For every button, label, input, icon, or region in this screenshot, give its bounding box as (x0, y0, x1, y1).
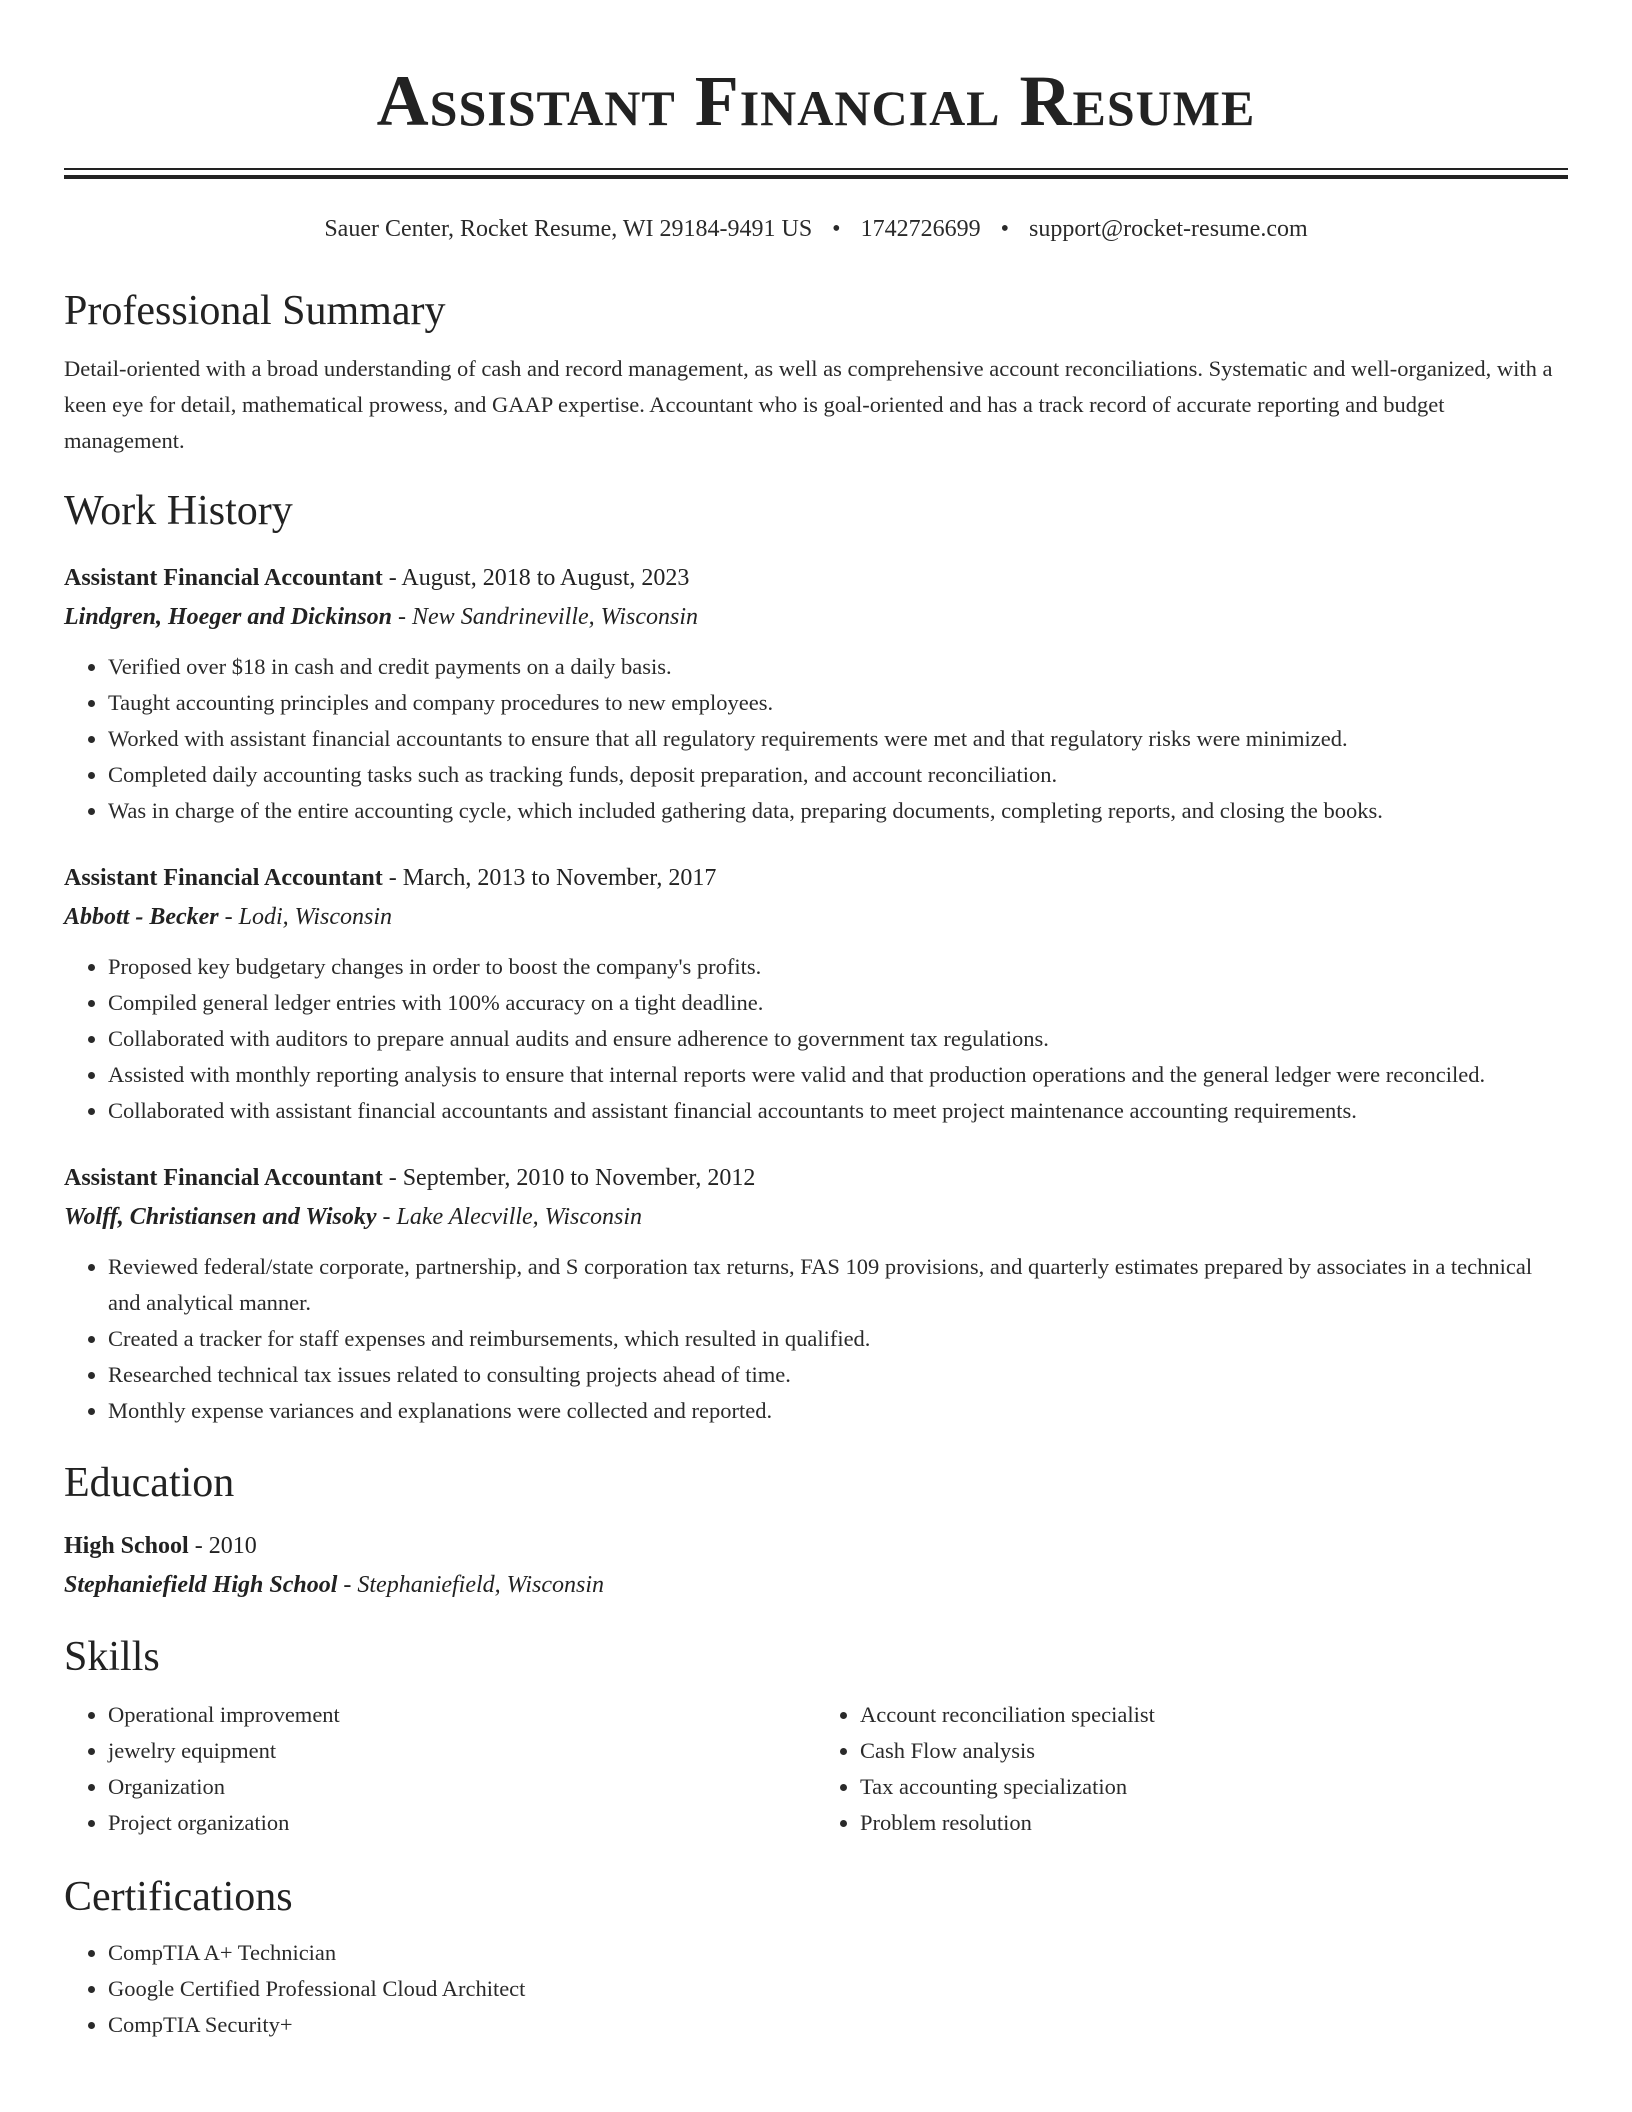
skill-item: • Organization (108, 1769, 816, 1805)
resume-title: Assistant Financial Resume (376, 61, 1256, 141)
job-company: Lindgren, Hoeger and Dickinson (64, 604, 393, 630)
job-bullets (64, 1249, 1568, 1429)
contact-address: Sauer Center, Rocket Resume, WI 29184-9491 US (324, 216, 813, 242)
job-location: - Lodi, Wisconsin (218, 904, 392, 930)
job-bullet: • Assisted with monthly reporting analysis to ensure that internal reports were valid and that production operations and the general ledger were reconciled. (108, 1057, 1568, 1093)
job-bullet: • Collaborated with auditors to prepare annual audits and ensure adherence to government tax regulations. (108, 1021, 1568, 1057)
job-role: Assistant Financial Accountant (64, 565, 383, 591)
job-bullet: • Compiled general ledger entries with 100% accuracy on a tight deadline. (108, 985, 1568, 1021)
job-title-line (64, 1159, 1568, 1197)
job-entry (64, 1159, 1568, 1429)
education-degree-line (64, 1527, 1568, 1565)
education-degree: High School (64, 1533, 189, 1559)
contact-separator: • (1000, 216, 1009, 242)
contact-line (64, 213, 1568, 245)
summary-heading: Professional Summary (64, 288, 446, 334)
certification-item: • CompTIA Security+ (108, 2007, 1568, 2043)
job-bullet: • Completed daily accounting tasks such as tracking funds, deposit preparation, and account reconciliation. (108, 757, 1568, 793)
skill-item: • Problem resolution (860, 1805, 1568, 1841)
job-bullets (64, 949, 1568, 1129)
job-company-line (64, 1197, 1568, 1237)
skills-grid (64, 1697, 1568, 1841)
job-company: Abbott - Becker (64, 904, 219, 930)
job-company-line (64, 897, 1568, 937)
skill-item: • Operational improvement (108, 1697, 816, 1733)
title-divider (64, 168, 1568, 179)
summary-text: Detail-oriented with a broad understanding of cash and record management, as well as comprehensive account reconciliations. Systematic and well-organized, with a keen eye for detail, mathematical prowess, and GAAP expertise. Accountant who is goal-oriented and has a track record of accurate reporting and budget management. (64, 356, 1553, 453)
education-school: Stephaniefield High School (64, 1572, 338, 1598)
job-bullet: • Taught accounting principles and company procedures to new employees. (108, 685, 1568, 721)
education-heading: Education (64, 1460, 235, 1506)
job-location: - New Sandrineville, Wisconsin (392, 604, 698, 630)
skills-heading: Skills (64, 1634, 160, 1680)
certifications-list (64, 1935, 1568, 2043)
skill-item: • jewelry equipment (108, 1733, 816, 1769)
job-dates: - March, 2013 to November, 2017 (382, 865, 717, 891)
skill-item: • Cash Flow analysis (860, 1733, 1568, 1769)
job-role: Assistant Financial Accountant (64, 865, 383, 891)
job-bullet: • Monthly expense variances and explanations were collected and reported. (108, 1393, 1568, 1429)
job-title-line (64, 559, 1568, 597)
job-bullet: • Collaborated with assistant financial accountants and assistant financial accountants to meet project maintenance accounting requirements. (108, 1093, 1568, 1129)
certification-item: • CompTIA A+ Technician (108, 1935, 1568, 1971)
job-bullet: • Worked with assistant financial accountants to ensure that all regulatory requirements were met and that regulatory risks were minimized. (108, 721, 1568, 757)
contact-email: support@rocket-resume.com (1028, 216, 1308, 242)
skill-item: • Tax accounting specialization (860, 1769, 1568, 1805)
job-bullet: • Was in charge of the entire accounting cycle, which included gathering data, preparing documents, completing reports, and closing the books. (108, 793, 1568, 829)
certification-item: • Google Certified Professional Cloud Architect (108, 1971, 1568, 2007)
work-history-heading: Work History (64, 488, 293, 534)
job-entry (64, 859, 1568, 1129)
education-school-line (64, 1565, 1568, 1605)
job-entry (64, 559, 1568, 829)
job-company: Wolff, Christiansen and Wisoky (64, 1204, 377, 1230)
contact-phone: 1742726699 (860, 216, 981, 242)
job-dates: - September, 2010 to November, 2012 (382, 1165, 756, 1191)
skills-column-left (64, 1697, 816, 1841)
certifications-heading: Certifications (64, 1874, 293, 1920)
skills-column-right (816, 1697, 1568, 1841)
job-title-line (64, 859, 1568, 897)
job-bullet: • Verified over $18 in cash and credit payments on a daily basis. (108, 649, 1568, 685)
job-location: - Lake Alecville, Wisconsin (376, 1204, 643, 1230)
education-location: - Stephaniefield, Wisconsin (337, 1572, 604, 1598)
job-dates: - August, 2018 to August, 2023 (382, 565, 690, 591)
contact-separator: • (832, 216, 841, 242)
skill-item: • Project organization (108, 1805, 816, 1841)
education-year: - 2010 (188, 1533, 257, 1559)
skill-item: • Account reconciliation specialist (860, 1697, 1568, 1733)
job-company-line (64, 597, 1568, 637)
education-entry (64, 1527, 1568, 1605)
job-bullets (64, 649, 1568, 829)
job-role: Assistant Financial Accountant (64, 1165, 383, 1191)
job-bullet: • Proposed key budgetary changes in order to boost the company's profits. (108, 949, 1568, 985)
job-bullet: • Researched technical tax issues related to consulting projects ahead of time. (108, 1357, 1568, 1393)
job-bullet: • Reviewed federal/state corporate, partnership, and S corporation tax returns, FAS 109 provisions, and quarterly estimates prepared by associates in a technical and analytical manner. (108, 1249, 1568, 1321)
job-bullet: • Created a tracker for staff expenses and reimbursements, which resulted in qualified. (108, 1321, 1568, 1357)
